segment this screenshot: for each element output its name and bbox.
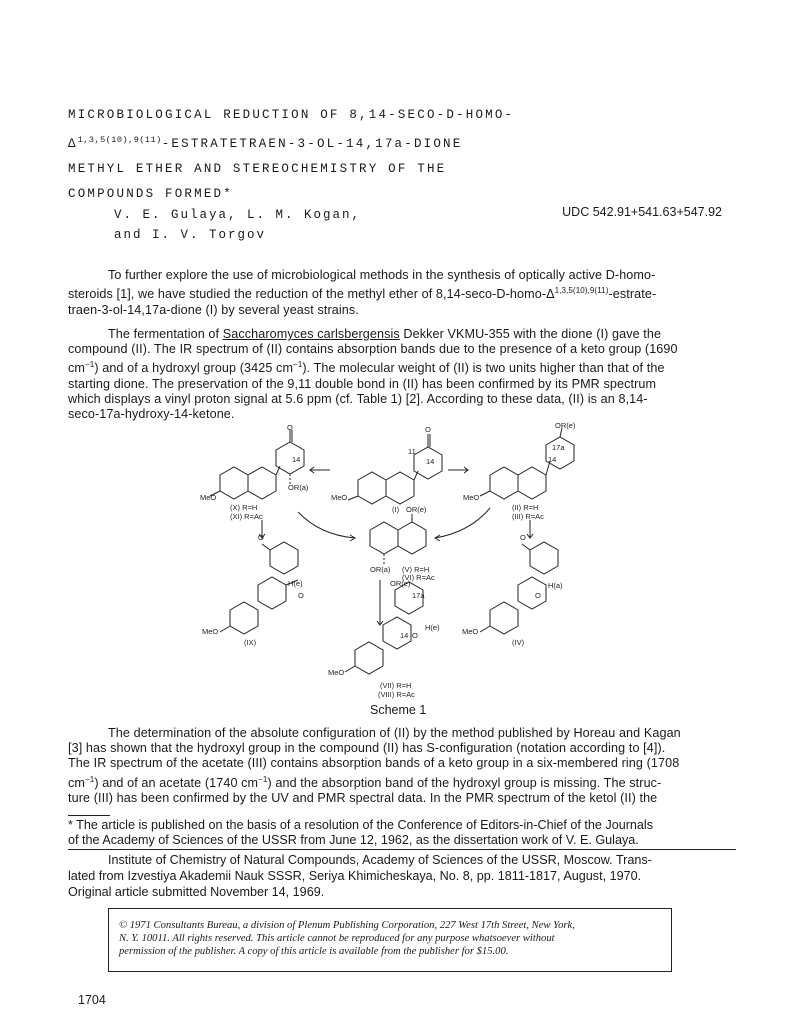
label-meo-i: MeO — [331, 493, 348, 502]
copyright-box — [108, 908, 672, 972]
fermentation-paragraph — [68, 327, 724, 422]
label-v: (V) R=H — [402, 565, 430, 574]
label-o-ix: O — [258, 533, 264, 542]
title-line-3: METHYL ETHER AND STEREOCHEMISTRY OF THE — [68, 162, 447, 177]
copyright-line-2: N. Y. 10011. All rights reserved. This article cannot be reproduced for any purpose whatsoever without — [119, 933, 555, 944]
structure-IV — [480, 542, 558, 634]
footnote-line-1: * The article is published on the basis of a resolution of the Conference of Editors-in-Chief of the Journals — [68, 818, 654, 832]
label-meo-vii: MeO — [328, 668, 345, 677]
abs-line-4 — [68, 772, 724, 791]
intro-paragraph — [68, 268, 724, 318]
intro-line-2-sup: 1,3,5(10),9(11) — [554, 286, 609, 296]
label-meo-ii: MeO — [463, 493, 480, 502]
ferment-line-3-b: ) and of a hydroxyl group (3425 cm — [94, 361, 294, 376]
label-vi: (VI) R=Ac — [402, 573, 435, 582]
title-line-2 — [68, 128, 708, 157]
ferment-line-4: starting dione. The preservation of the 9,11 double bond in (II) has been confirmed by its PMR spectrum — [68, 376, 657, 391]
institute-line-1: Institute of Chemistry of Natural Compounds, Academy of Sciences of the USSR, Moscow. Trans- — [108, 853, 652, 867]
abs-line-4-sup-2: −1 — [258, 774, 268, 784]
label-x: (X) R=H — [230, 503, 258, 512]
abs-line-4-sup-1: −1 — [85, 774, 95, 784]
title-superscript: 1,3,5(10),9(11) — [77, 135, 162, 145]
structure-II — [480, 428, 574, 499]
intro-line-2-a: steroids [1], we have studied the reduction of the methyl ether of 8,14-seco-D-homo-Δ — [68, 287, 555, 302]
page-number: 1704 — [78, 993, 106, 1007]
label-meo-ix: MeO — [202, 627, 219, 636]
label-or-a-v: OR(a) — [370, 565, 391, 574]
label-17a-vii: 17a — [412, 591, 425, 600]
organism-name: Saccharomyces carlsbergensis — [222, 327, 400, 341]
label-i: (I) — [392, 505, 400, 514]
ferment-line-6: seco-17a-hydroxy-14-ketone. — [68, 407, 235, 422]
institute-block — [68, 852, 652, 900]
label-iii: (III) R=Ac — [512, 512, 544, 521]
structure-I — [348, 434, 442, 504]
abs-line-4-c: ) and the absorption band of the hydroxyl group is missing. The struc- — [267, 775, 662, 790]
intro-line-2 — [68, 283, 724, 302]
label-iv: (IV) — [512, 638, 525, 647]
label-meo-x: MeO — [200, 493, 217, 502]
label-vii: (VII) R=H — [380, 681, 412, 690]
institute-rule — [68, 849, 736, 850]
article-title — [68, 103, 708, 207]
structure-V — [370, 514, 426, 564]
label-h-e-vii: H(e) — [425, 623, 440, 632]
intro-line-1: To further explore the use of microbiological methods in the synthesis of optically active D-homo- — [108, 268, 656, 282]
label-meo-iv: MeO — [462, 627, 479, 636]
ferment-line-3-c: ). The molecular weight of (II) is two units higher than that of the — [302, 361, 665, 376]
label-14-x: 14 — [292, 455, 301, 464]
copyright-line-3: permission of the publisher. A copy of this article is available from the publisher for $15.00. — [119, 946, 509, 957]
abs-line-2: [3] has shown that the hydroxyl group in the compound (II) has S-configuration (notation according to [4]). — [68, 741, 666, 756]
ferment-line-1 — [68, 327, 724, 342]
abs-line-5: ture (III) has been confirmed by the UV and PMR spectral data. In the PMR spectrum of the ketol (II) the — [68, 791, 658, 805]
title-line-4: COMPOUNDS FORMED* — [68, 187, 233, 202]
label-o-x: O — [287, 423, 293, 432]
intro-line-2-b: -estrate- — [608, 287, 657, 302]
abs-line-3: The IR spectrum of the acetate (III) contains absorption bands of a keto group in a six-membered ring (1708 — [68, 756, 680, 771]
reaction-scheme — [190, 420, 610, 700]
ferment-line-2: compound (II). The IR spectrum of (II) contains absorption bands due to the presence of a keto group (1690 — [68, 342, 678, 357]
label-h-e-ix: H(e) — [288, 579, 303, 588]
institute-line-3: Original article submitted November 14, 1969. — [68, 885, 325, 899]
title-delta: Δ — [68, 137, 78, 152]
intro-line-3: traen-3-ol-14,17a-dione (I) by several yeast strains. — [68, 302, 359, 317]
ferment-line-3-sup-2: −1 — [293, 360, 303, 370]
label-viii: (VIII) R=Ac — [378, 690, 415, 699]
label-14-vii: 14 — [400, 631, 409, 640]
label-o-i: O — [425, 425, 431, 434]
label-o-vii: O — [412, 631, 418, 640]
ferment-line-3-a: cm — [68, 361, 85, 376]
label-ii: (II) R=H — [512, 503, 539, 512]
copyright-line-1: © 1971 Consultants Bureau, a division of Plenum Publishing Corporation, 227 West 17th Street, New York, — [119, 920, 575, 931]
ferment-line-5: which displays a vinyl proton signal at 5.6 ppm (cf. Table 1) [2]. According to these data, (II) is an 8,14- — [68, 392, 648, 406]
authors-line-1: V. E. Gulaya, L. M. Kogan, — [114, 208, 362, 222]
abs-line-4-b: ) and of an acetate (1740 cm — [94, 775, 259, 790]
ferment-line-3 — [68, 357, 724, 376]
footnote-rule — [68, 815, 110, 816]
footnote-line-2: of the Academy of Sciences of the USSR from June 12, 1962, as the dissertation work of V. E. Gulaya. — [68, 833, 639, 847]
label-14-ii: 14 — [548, 455, 557, 464]
title-line-2-rest: -ESTRATETRAEN-3-OL-14,17a-DIONE — [161, 137, 463, 152]
abs-line-4-a: cm — [68, 775, 85, 790]
title-line-1: MICROBIOLOGICAL REDUCTION OF 8,14-SECO-D-HOMO- — [68, 108, 515, 122]
label-o-iv-2: O — [535, 591, 541, 600]
structure-IX — [220, 542, 298, 634]
label-ix: (IX) — [244, 638, 257, 647]
label-or-e-ii: OR(e) — [555, 421, 576, 430]
label-o-iv: O — [520, 533, 526, 542]
label-or-e-v: OR(e) — [406, 505, 427, 514]
ferment-line-1-a: The fermentation of — [108, 327, 223, 341]
abs-line-1: The determination of the absolute configuration of (II) by the method published by Horeau and Kagan — [108, 726, 681, 740]
label-xi: (XI) R=Ac — [230, 512, 263, 521]
udc-code: UDC 542.91+541.63+547.92 — [562, 205, 722, 219]
authors-line-2: and I. V. Torgov — [114, 228, 267, 242]
label-14-i: 14 — [426, 457, 435, 466]
author-list — [114, 205, 361, 245]
ferment-line-3-sup-1: −1 — [85, 360, 95, 370]
institute-line-2: lated from Izvestiya Akademii Nauk SSSR, Seriya Khimicheskaya, No. 8, pp. 1811-1817, August, 1970. — [68, 869, 642, 883]
ferment-line-1-b: Dekker VKMU-355 with the dione (I) gave the — [399, 327, 662, 341]
scheme-caption: Scheme 1 — [370, 703, 427, 717]
label-o-ix-2: O — [298, 591, 304, 600]
copyright-text — [119, 919, 661, 958]
label-17a-ii: 17a — [552, 443, 565, 452]
footnote — [68, 818, 653, 848]
label-h-a-iv: H(a) — [548, 581, 563, 590]
label-11: 11 — [408, 447, 416, 456]
label-or-a: OR(a) — [288, 483, 309, 492]
configuration-paragraph — [68, 726, 724, 806]
label-or-e-vii: OR(e) — [390, 579, 411, 588]
